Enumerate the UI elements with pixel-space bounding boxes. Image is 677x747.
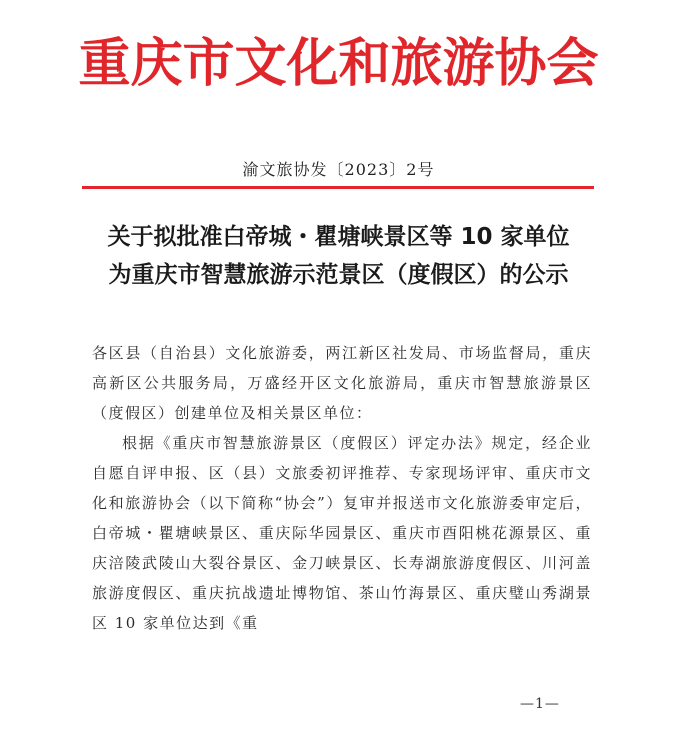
title-line-1: 关于拟批准白帝城・瞿塘峡景区等 10 家单位 — [107, 224, 570, 250]
masthead-org-name: 重庆市文化和旅游协会 — [78, 33, 599, 94]
addressees-paragraph: 各区县（自治县）文化旅游委，两江新区社发局、市场监督局，重庆高新区公共服务局，万盛经开区文化旅游局，重庆市智慧旅游景区（度假区）创建单位及相关景区单位： — [92, 344, 592, 422]
body-paragraph-1: 根据《重庆市智慧旅游景区（度假区）评定办法》规定，经企业自愿自评申报、区（县）文旅委初评推荐、专家现场评审、重庆市文化和旅游协会（以下简称“协会”）复审并报送市文化旅游委审定后，白帝城・瞿塘峡景区、重庆际华园景区、重庆市酉阳桃花源景区、重庆涪陵武陵山大裂谷景区、金刀峡景区、长寿湖旅游度假区、川河盖旅游度假区、重庆抗战遗址博物馆、茶山竹海景区、重庆璧山秀湖景区 10 家单位达到《重 — [92, 434, 592, 632]
title-line-2: 为重庆市智慧旅游示范景区（度假区）的公示 — [108, 262, 569, 288]
document-body — [92, 338, 592, 638]
page-number: —1— — [520, 696, 560, 712]
red-separator-line — [82, 186, 594, 189]
document-title — [60, 218, 617, 294]
document-number: 渝文旅协发〔2023〕2号 — [242, 160, 435, 179]
